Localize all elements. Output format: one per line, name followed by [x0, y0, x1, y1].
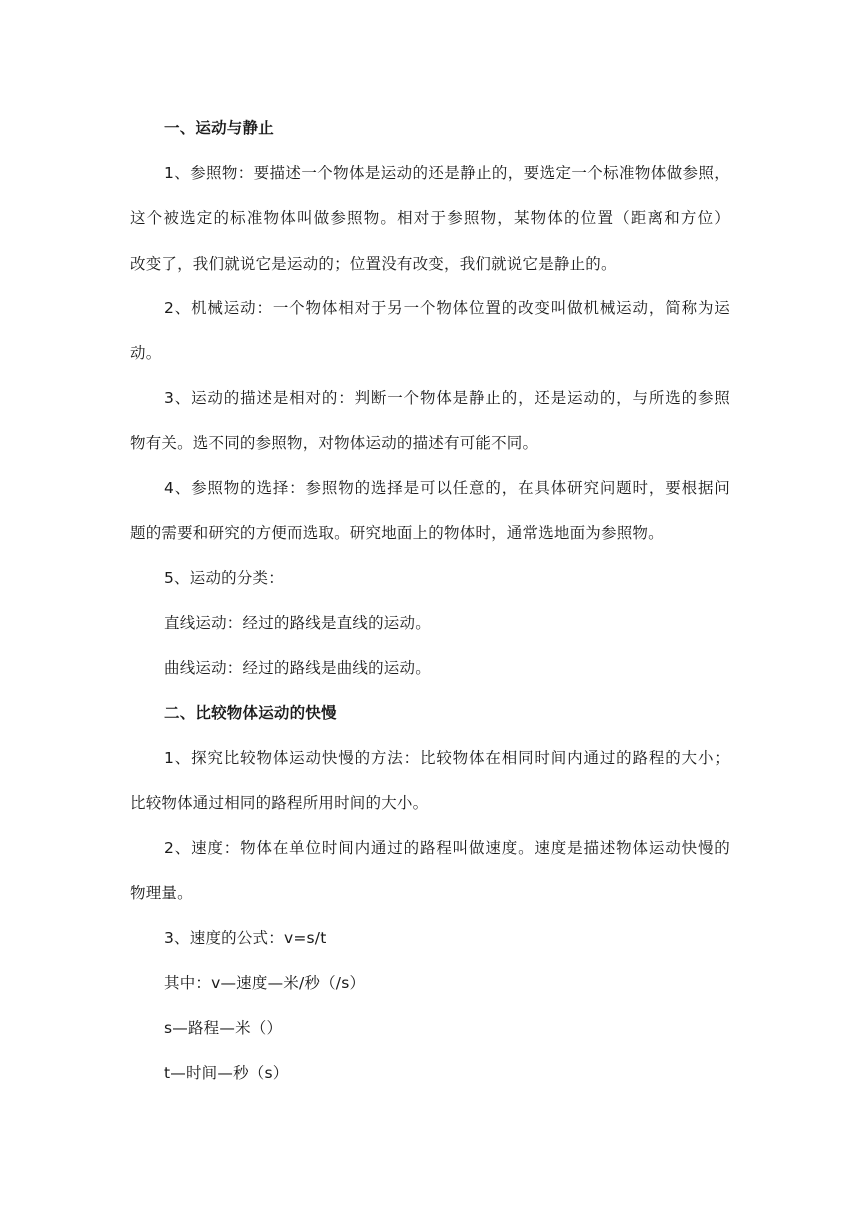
paragraph-speed-definition-line-1: 2、速度：物体在单位时间内通过的路程叫做速度。速度是描述物体运动快慢的	[164, 839, 730, 857]
paragraph-reference-choice-line-2: 题的需要和研究的方便而选取。研究地面上的物体时，通常选地面为参照物。	[130, 524, 664, 542]
paragraph-relative-motion-line-2: 物有关。选不同的参照物，对物体运动的描述有可能不同。	[130, 434, 539, 452]
paragraph-curvilinear-motion: 曲线运动：经过的路线是曲线的运动。	[164, 659, 431, 677]
paragraph-time-definition: t—时间—秒（s）	[164, 1064, 289, 1082]
paragraph-mechanical-motion-line-1: 2、机械运动：一个物体相对于另一个物体位置的改变叫做机械运动，简称为运	[164, 299, 730, 317]
paragraph-distance-definition: s—路程—米（）	[164, 1019, 283, 1037]
paragraph-mechanical-motion-line-2: 动。	[130, 344, 162, 362]
section-heading-motion-and-rest: 一、运动与静止	[164, 119, 274, 137]
paragraph-reference-choice-line-1: 4、参照物的选择：参照物的选择是可以任意的，在具体研究问题时，要根据问	[164, 479, 730, 497]
paragraph-relative-motion-line-1: 3、运动的描述是相对的：判断一个物体是静止的，还是运动的，与所选的参照	[164, 389, 730, 407]
paragraph-reference-object-line-2: 这个被选定的标准物体叫做参照物。相对于参照物，某物体的位置（距离和方位）	[130, 209, 730, 227]
paragraph-formula-where: 其中：v—速度—米/秒（/s）	[164, 974, 366, 992]
paragraph-reference-object-line-3: 改变了，我们就说它是运动的；位置没有改变，我们就说它是静止的。	[130, 255, 617, 273]
paragraph-motion-classification: 5、运动的分类：	[164, 569, 284, 587]
paragraph-compare-methods-line-1: 1、探究比较物体运动快慢的方法：比较物体在相同时间内通过的路程的大小；	[164, 749, 730, 767]
paragraph-speed-formula: 3、速度的公式：v=s/t	[164, 929, 327, 947]
paragraph-reference-object-line-1: 1、参照物：要描述一个物体是运动的还是静止的，要选定一个标准物体做参照，	[164, 164, 730, 182]
paragraph-compare-methods-line-2: 比较物体通过相同的路程所用时间的大小。	[130, 794, 429, 812]
paragraph-straight-line-motion: 直线运动：经过的路线是直线的运动。	[164, 614, 431, 632]
section-heading-comparing-speed: 二、比较物体运动的快慢	[164, 704, 337, 722]
paragraph-speed-definition-line-2: 物理量。	[130, 884, 193, 902]
